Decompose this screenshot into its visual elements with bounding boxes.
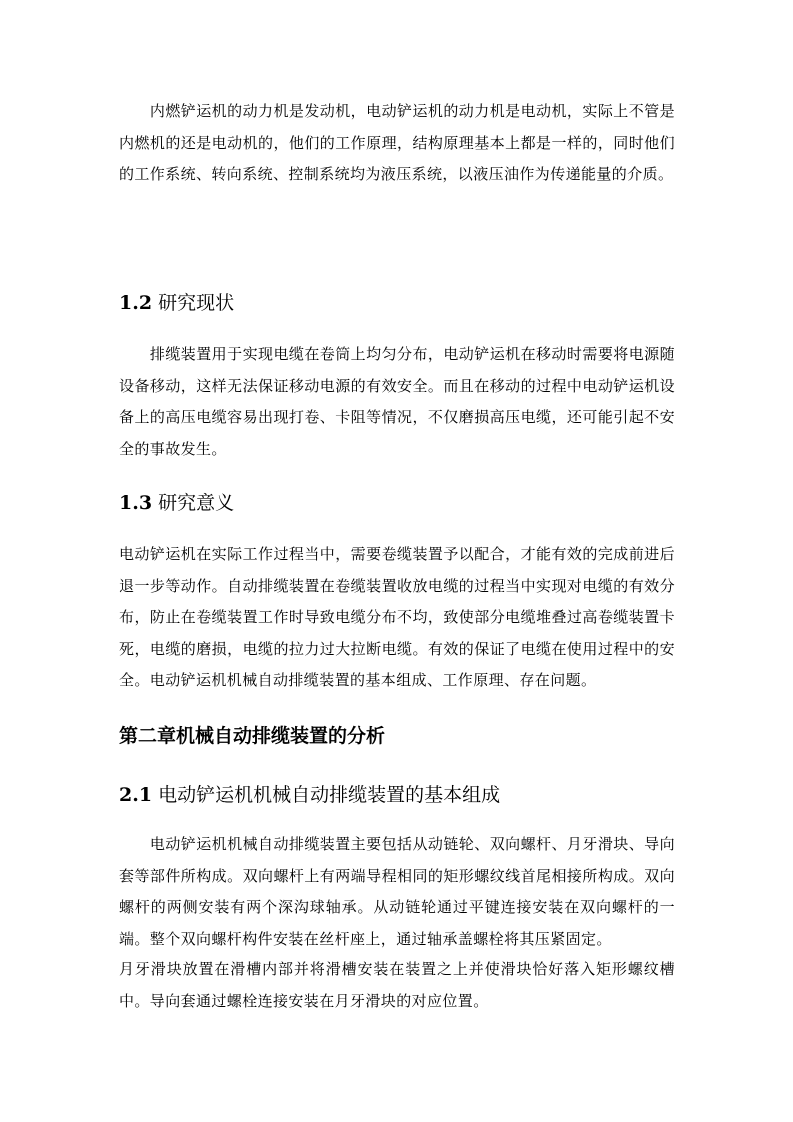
- research-status-paragraph: 排缆装置用于实现电缆在卷筒上均匀分布，电动铲运机在移动时需要将电源随设备移动，这样无法保证移动电源的有效安全。而且在移动的过程中电动铲运机设备上的高压电缆容易出现打卷、卡阻等情况，不仅磨损高压电缆，还可能引起不安全的事故发生。: [119, 345, 675, 458]
- section-2-1-heading: [119, 780, 500, 807]
- section-title: 电动铲运机机械自动排缆装置的基本组成: [158, 784, 501, 806]
- chapter-2-heading: 第二章机械自动排缆装置的分析: [119, 725, 386, 747]
- composition-paragraph-continued: 月牙滑块放置在滑槽内部并将滑槽安装在装置之上并使滑块恰好落入矩形螺纹槽中。导向套通过螺栓连接安装在月牙滑块的对应位置。: [119, 960, 675, 1010]
- section-1-3-heading: [119, 488, 234, 515]
- section-title: 研究意义: [158, 492, 235, 514]
- section-1-2-heading: [119, 288, 234, 315]
- section-number: 1.2: [119, 292, 153, 314]
- composition-paragraph: 电动铲运机机械自动排缆装置主要包括从动链轮、双向螺杆、月牙滑块、导向套等部件所构成。双向螺杆上有两端导程相同的矩形螺纹线首尾相接所构成。双向螺杆的两侧安装有两个深沟球轴承。从动链轮通过平键连接安装在双向螺杆的一端。整个双向螺杆构件安装在丝杆座上，通过轴承盖螺栓将其压紧固定。: [119, 835, 675, 948]
- section-number: 2.1: [119, 784, 153, 806]
- section-title: 研究现状: [158, 292, 235, 314]
- section-number: 1.3: [119, 492, 153, 514]
- intro-paragraph: 内燃铲运机的动力机是发动机，电动铲运机的动力机是电动机，实际上不管是内燃机的还是电动机的，他们的工作原理，结构原理基本上都是一样的，同时他们的工作系统、转向系统、控制系统均为液压系统，以液压油作为传递能量的介质。: [119, 102, 675, 183]
- research-significance-paragraph: 电动铲运机在实际工作过程当中，需要卷缆装置予以配合，才能有效的完成前进后退一步等动作。自动排缆装置在卷缆装置收放电缆的过程当中实现对电缆的有效分布，防止在卷缆装置工作时导致电缆分布不均，致使部分电缆堆叠过高卷缆装置卡死，电缆的磨损，电缆的拉力过大拉断电缆。有效的保证了电缆在使用过程中的安全。电动铲运机机械自动排缆装置的基本组成、工作原理、存在问题。: [119, 545, 675, 689]
